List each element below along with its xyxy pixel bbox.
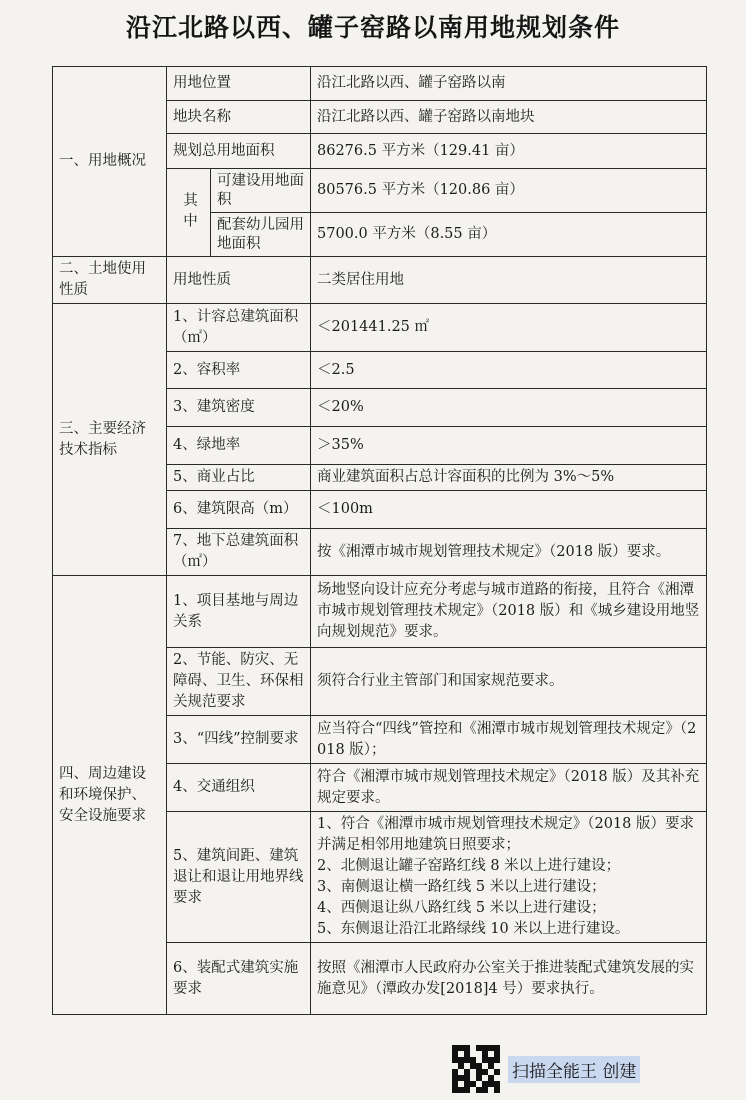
row-value-list	[311, 812, 707, 943]
category-land-overview: 一、用地概况	[53, 67, 167, 257]
qr-code-icon	[452, 1045, 500, 1093]
row-label: 可建设用地面积	[211, 169, 311, 213]
row-value: 80576.5 平方米（120.86 亩）	[311, 169, 707, 213]
row-label: 6、装配式建筑实施要求	[167, 943, 311, 1015]
row-label: 地块名称	[167, 101, 311, 134]
row-label: 2、节能、防灾、无障碍、卫生、环保相关规范要求	[167, 648, 311, 716]
row-value: ＜20%	[311, 389, 707, 427]
row-value: 须符合行业主管部门和国家规范要求。	[311, 648, 707, 716]
row-value: 二类居住用地	[311, 257, 707, 304]
setback-line: 5、东侧退让沿江北路绿线 10 米以上进行建设。	[317, 921, 630, 937]
row-label: 用地位置	[167, 67, 311, 101]
row-label: 1、计容总建筑面积（㎡）	[167, 304, 311, 352]
row-label: 1、项目基地与周边关系	[167, 576, 311, 648]
row-label: 5、商业占比	[167, 465, 311, 491]
scanner-watermark	[452, 1043, 640, 1095]
scan-credit-text: 扫描全能王 创建	[508, 1056, 640, 1083]
setback-line: 1、符合《湘潭市城市规划管理技术规定》（2018 版）要求并满足相邻用地建筑日照要求；	[317, 816, 694, 853]
row-value: 沿江北路以西、罐子窑路以南	[311, 67, 707, 101]
row-label: 4、交通组织	[167, 764, 311, 812]
row-value: ＜100m	[311, 491, 707, 529]
row-value: 按《湘潭市城市规划管理技术规定》（2018 版）要求。	[311, 529, 707, 576]
category-surroundings-requirements: 四、周边建设和环境保护、安全设施要求	[53, 576, 167, 1015]
row-label: 用地性质	[167, 257, 311, 304]
row-label: 配套幼儿园用地面积	[211, 213, 311, 257]
setback-line: 3、南侧退让横一路红线 5 米以上进行建设；	[317, 879, 606, 895]
category-land-use: 二、土地使用性质	[53, 257, 167, 304]
planning-conditions-table	[52, 66, 707, 1015]
row-value: ＜2.5	[311, 352, 707, 389]
row-label: 4、绿地率	[167, 427, 311, 465]
row-label: 2、容积率	[167, 352, 311, 389]
page-title: 沿江北路以西、罐子窑路以南用地规划条件	[125, 13, 620, 42]
row-value: 沿江北路以西、罐子窑路以南地块	[311, 101, 707, 134]
category-economic-indicators: 三、主要经济技术指标	[53, 304, 167, 576]
row-value: 86276.5 平方米（129.41 亩）	[311, 134, 707, 169]
table-row	[53, 67, 707, 101]
table-row	[53, 576, 707, 648]
table-row	[53, 257, 707, 304]
row-value: 商业建筑面积占总计容面积的比例为 3%～5%	[311, 465, 707, 491]
row-value: 场地竖向设计应充分考虑与城市道路的衔接，且符合《湘潭市城市规划管理技术规定》（2018 版）和《城乡建设用地竖向规划规范》要求。	[311, 576, 707, 648]
row-value: ＞35%	[311, 427, 707, 465]
row-label: 3、“四线”控制要求	[167, 716, 311, 764]
sub-group-label: 其中	[167, 169, 211, 257]
row-label: 规划总用地面积	[167, 134, 311, 169]
row-label: 6、建筑限高（m）	[167, 491, 311, 529]
table-row	[53, 304, 707, 352]
row-label: 5、建筑间距、建筑退让和退让用地界线要求	[167, 812, 311, 943]
row-label: 3、建筑密度	[167, 389, 311, 427]
row-label: 7、地下总建筑面积（㎡）	[167, 529, 311, 576]
row-value: ＜201441.25 ㎡	[311, 304, 707, 352]
row-value: 应当符合“四线”管控和《湘潭市城市规划管理技术规定》（2018 版）；	[311, 716, 707, 764]
setback-line: 4、西侧退让纵八路红线 5 米以上进行建设；	[317, 900, 606, 916]
setback-line: 2、北侧退让罐子窑路红线 8 米以上进行建设；	[317, 858, 621, 874]
row-value: 5700.0 平方米（8.55 亩）	[311, 213, 707, 257]
row-value: 符合《湘潭市城市规划管理技术规定》（2018 版）及其补充规定要求。	[311, 764, 707, 812]
row-value: 按照《湘潭市人民政府办公室关于推进装配式建筑发展的实施意见》（潭政办发[2018]4 号）要求执行。	[311, 943, 707, 1015]
